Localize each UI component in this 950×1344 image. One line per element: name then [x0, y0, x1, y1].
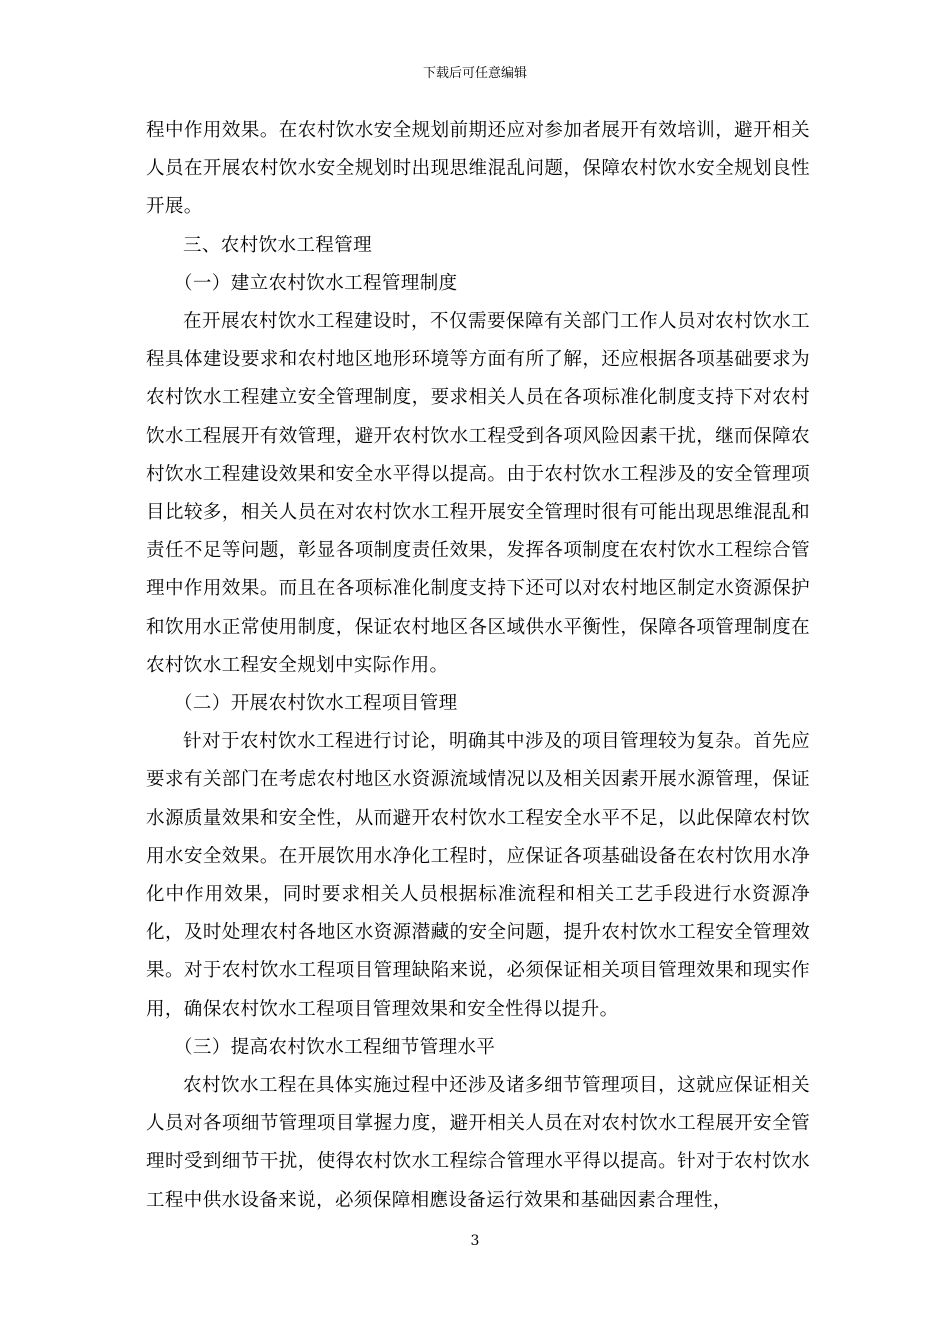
subsection-heading-3: （三）提高农村饮水工程细节管理水平: [174, 1036, 496, 1058]
paragraph-continued: 程中作用效果。在农村饮水安全规划前期还应对参加者展开有效培训，避开相关人员在开展农村饮水安全规划时出现思维混乱问题，保障农村饮水安全规划良性开展。: [146, 120, 810, 218]
paragraph-3: 农村饮水工程在具体实施过程中还涉及诸多细节管理项目，这就应保证相关人员对各项细节管理项目掌握力度，避开相关人员在对农村饮水工程展开安全管理时受到细节干扰，使得农村饮水工程综合管理水平得以提高。针对于农村饮水工程中供水设备来说，必须保障相應设备运行效果和基础因素合理性，: [146, 1075, 810, 1211]
page-number: 3: [470, 1233, 480, 1249]
paragraph-1: 在开展农村饮水工程建设时，不仅需要保障有关部门工作人员对农村饮水工程具体建设要求和农村地区地形环境等方面有所了解，还应根据各项基础要求为农村饮水工程建立安全管理制度，要求相关人员在各项标准化制度支持下对农村饮水工程展开有效管理，避开农村饮水工程受到各项风险因素干扰，继而保障农村饮水工程建设效果和安全水平得以提高。由于农村饮水工程涉及的安全管理项目比较多，相关人员在对农村饮水工程开展安全管理时很有可能出现思维混乱和责任不足等问题，彰显各项制度责任效果，发挥各项制度在农村饮水工程综合管理中作用效果。而且在各项标准化制度支持下还可以对农村地区制定水资源保护和饮用水正常使用制度，保证农村地区各区域供水平衡性，保障各项管理制度在农村饮水工程安全规划中实际作用。: [146, 311, 810, 676]
page-header: 下载后可任意编辑: [422, 66, 527, 81]
subsection-heading-1: （一）建立农村饮水工程管理制度: [174, 272, 458, 294]
document-body: [146, 112, 810, 1220]
section-heading: 三、农村饮水工程管理: [183, 234, 373, 256]
subsection-heading-2: （二）开展农村饮水工程项目管理: [174, 693, 458, 715]
paragraph-2: 针对于农村饮水工程进行讨论，明确其中涉及的项目管理较为复杂。首先应要求有关部门在考虑农村地区水资源流域情况以及相关因素开展水源管理，保证水源质量效果和安全性，从而避开农村饮水工程安全水平不足，以此保障农村饮用水安全效果。在开展饮用水净化工程时，应保证各项基础设备在农村饮用水净化中作用效果，同时要求相关人员根据标准流程和相关工艺手段进行水资源净化，及时处理农村各地区水资源潜藏的安全问题，提升农村饮水工程安全管理效果。对于农村饮水工程项目管理缺陷来说，必须保证相关项目管理效果和现实作用，确保农村饮水工程项目管理效果和安全性得以提升。: [146, 731, 810, 1020]
